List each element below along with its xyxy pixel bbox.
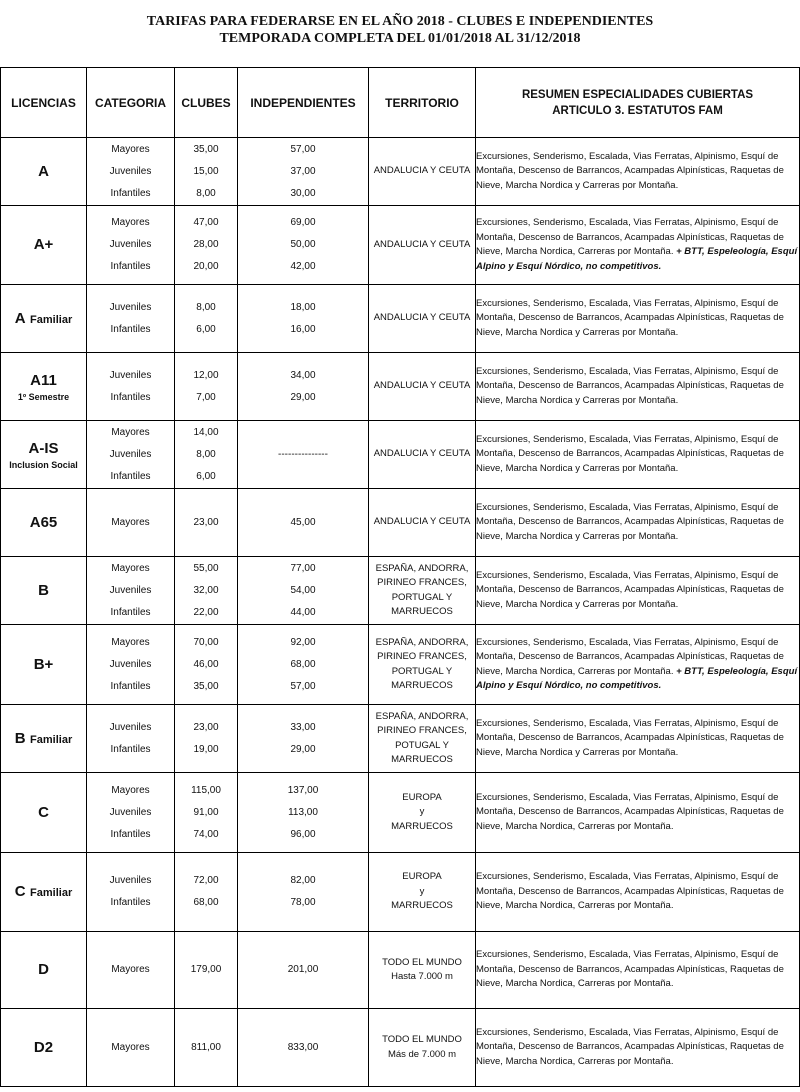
- territory-line: MARRUECOS: [391, 680, 453, 691]
- territory-line: y: [419, 885, 425, 897]
- license-code: A11: [30, 371, 57, 389]
- clubes-cell: [175, 285, 238, 353]
- specialties-extra: + BTT, Espeleología, Esquí Alpino y Esquí Nórdico, no competitivos.: [476, 665, 798, 691]
- clubes-value: 6,00: [196, 323, 216, 335]
- table-row: [1, 285, 800, 353]
- category-cell: [87, 853, 175, 932]
- specialties-text: Excursiones, Senderismo, Escalada, Vias Ferratas, Alpinismo, Esquí de Montaña, Descenso de Barrancos, Acampadas Alpinísticas, Raquetas de Nieve, Marcha Nordica y Carreras por Montaña.: [476, 365, 784, 406]
- specialties-cell: [476, 285, 800, 353]
- clubes-cell: [175, 773, 238, 853]
- table-row: [1, 853, 800, 932]
- page-subtitle: TEMPORADA COMPLETA DEL 01/01/2018 AL 31/12/2018: [219, 31, 581, 46]
- clubes-value: 811,00: [191, 1041, 221, 1053]
- category-value: Infantiles: [110, 606, 151, 618]
- territory-line: Más de 7.000 m: [387, 1048, 457, 1060]
- territory-line: MARRUECOS: [391, 900, 453, 912]
- territory-cell: [369, 557, 476, 625]
- clubes-cell: [175, 853, 238, 932]
- clubes-value: 47,00: [193, 217, 219, 228]
- specialties-cell: [476, 138, 800, 206]
- territory-line: ANDALUCIA Y CEUTA: [373, 165, 471, 177]
- header-row: [1, 68, 800, 138]
- specialties-cell: [476, 421, 800, 489]
- independientes-cell: [238, 705, 369, 773]
- specialties-text: Excursiones, Senderismo, Escalada, Vias Ferratas, Alpinismo, Esquí de Montaña, Descenso de Barrancos, Acampadas Alpinísticas, Raquetas de Nieve, Marcha Nordica y Carreras por Montaña.: [476, 297, 784, 338]
- clubes-value: 6,00: [196, 470, 216, 482]
- license-code: B: [14, 729, 26, 747]
- clubes-value: 14,00: [193, 426, 219, 438]
- category-value: Mayores: [111, 426, 150, 438]
- license-code: B+: [33, 655, 54, 673]
- territory-line: POTUGAL Y: [395, 739, 449, 751]
- table-row: [1, 206, 800, 285]
- territory-line: MARRUECOS: [391, 820, 453, 832]
- independientes-value: 42,00: [290, 261, 316, 272]
- independientes-value: 54,00: [290, 584, 316, 596]
- specialties-text: Excursiones, Senderismo, Escalada, Vias Ferratas, Alpinismo, Esquí de Montaña, Descenso de Barrancos, Acampadas Alpinísticas, Raquetas de Nieve, Marcha Nordica, Carreras por Montaña.: [476, 217, 784, 257]
- table-row: [1, 773, 800, 853]
- independientes-cell: [238, 285, 369, 353]
- clubes-value: 74,00: [193, 828, 219, 840]
- clubes-cell: [175, 206, 238, 285]
- independientes-value: 45,00: [290, 516, 316, 528]
- specialties-text: Excursiones, Senderismo, Escalada, Vias Ferratas, Alpinismo, Esquí de Montaña, Descenso de Barrancos, Acampadas Alpinísticas, Raquetas de Nieve, Marcha Nordica y Carreras por Montaña.: [476, 150, 784, 191]
- territory-line: MARRUECOS: [391, 754, 453, 765]
- category-cell: [87, 773, 175, 853]
- clubes-value: 35,00: [193, 143, 219, 155]
- category-cell: [87, 138, 175, 206]
- license-code: D: [38, 961, 49, 978]
- independientes-cell: [238, 206, 369, 285]
- license-cell: [1, 773, 87, 853]
- category-cell: [87, 557, 175, 625]
- independientes-value: 201,00: [287, 964, 319, 975]
- specialties-text: Excursiones, Senderismo, Escalada, Vias Ferratas, Alpinismo, Esquí de Montaña, Descenso de Barrancos, Acampadas Alpinísticas, Raquetas de Nieve, Marcha Nordica y Carreras por Montaña.: [476, 717, 784, 758]
- clubes-value: 35,00: [193, 680, 219, 692]
- independientes-value: 16,00: [290, 323, 316, 335]
- category-value: Mayores: [111, 1041, 150, 1053]
- independientes-value: 137,00: [287, 784, 319, 796]
- specialties-text: Excursiones, Senderismo, Escalada, Vias Ferratas, Alpinismo, Esquí de Montaña, Descenso de Barrancos, Acampadas Alpinísticas, Raquetas de Nieve, Marcha Nordica, Carreras por Montaña.: [476, 949, 784, 990]
- independientes-value: 77,00: [290, 562, 316, 574]
- territory-line: ESPAÑA, ANDORRA,: [375, 562, 469, 574]
- license-code: A+: [33, 236, 54, 253]
- clubes-value: 55,00: [193, 562, 219, 574]
- clubes-value: 91,00: [193, 806, 219, 818]
- category-value: Juveniles: [109, 369, 152, 381]
- independientes-value: 69,00: [290, 217, 316, 228]
- category-cell: [87, 625, 175, 705]
- territory-line: PIRINEO FRANCES,: [377, 651, 467, 662]
- category-value: Juveniles: [109, 584, 152, 596]
- category-value: Juveniles: [109, 165, 152, 177]
- independientes-cell: [238, 1009, 369, 1087]
- specialties-cell: [476, 932, 800, 1009]
- table-row: [1, 705, 800, 773]
- license-cell: [1, 1009, 87, 1087]
- independientes-cell: [238, 557, 369, 625]
- table-row: [1, 421, 800, 489]
- header-resumen-line2: ARTICULO 3. ESTATUTOS FAM: [552, 104, 723, 117]
- table-row: [1, 138, 800, 206]
- independientes-value: 57,00: [290, 143, 316, 155]
- independientes-value: 34,00: [290, 369, 316, 381]
- table-row: [1, 353, 800, 421]
- clubes-value: 22,00: [193, 606, 219, 618]
- territory-cell: [369, 489, 476, 557]
- territory-line: PIRINEO FRANCES,: [377, 725, 467, 736]
- territory-line: ANDALUCIA Y CEUTA: [373, 516, 471, 528]
- territory-line: y: [419, 806, 425, 818]
- clubes-value: 8,00: [196, 187, 216, 199]
- specialties-cell: [476, 1009, 800, 1087]
- header-licencias: LICENCIAS: [1, 68, 87, 138]
- territory-line: PORTUGAL Y: [391, 591, 453, 603]
- license-code: C: [38, 803, 49, 821]
- license-suffix: Familiar: [30, 313, 73, 326]
- license-subtitle: 1º Semestre: [17, 391, 70, 402]
- clubes-value: 15,00: [193, 165, 219, 177]
- license-suffix: Familiar: [30, 733, 73, 746]
- territory-line: TODO EL MUNDO: [382, 956, 462, 968]
- clubes-value: 46,00: [193, 658, 219, 670]
- independientes-value: 33,00: [290, 721, 316, 733]
- clubes-value: 23,00: [193, 516, 219, 528]
- category-value: Juveniles: [109, 448, 152, 460]
- independientes-cell: [238, 353, 369, 421]
- territory-cell: [369, 853, 476, 932]
- independientes-cell: [238, 138, 369, 206]
- license-cell: [1, 489, 87, 557]
- license-code: A-IS: [28, 439, 59, 457]
- territory-line: ANDALUCIA Y CEUTA: [373, 238, 471, 250]
- specialties-extra: + BTT, Espeleología, Esquí Alpino y Esquí Nórdico, no competitivos.: [476, 246, 798, 272]
- independientes-value: 82,00: [290, 875, 316, 886]
- category-value: Infantiles: [110, 261, 151, 272]
- clubes-cell: [175, 138, 238, 206]
- territory-line: EUROPA: [402, 791, 442, 803]
- license-code: A65: [29, 513, 58, 531]
- category-value: Juveniles: [109, 875, 152, 886]
- category-value: Mayores: [111, 217, 150, 228]
- category-value: Juveniles: [109, 806, 152, 818]
- category-value: Infantiles: [110, 743, 151, 755]
- license-code: C: [14, 883, 26, 900]
- license-cell: [1, 421, 87, 489]
- license-cell: [1, 932, 87, 1009]
- specialties-text: Excursiones, Senderismo, Escalada, Vias Ferratas, Alpinismo, Esquí de Montaña, Descenso de Barrancos, Acampadas Alpinísticas, Raquetas de Nieve, Marcha Nordica, Carreras por Montaña.: [476, 1026, 784, 1067]
- clubes-value: 32,00: [193, 584, 219, 596]
- territory-line: ANDALUCIA Y CEUTA: [373, 312, 471, 324]
- table-row: [1, 557, 800, 625]
- territory-cell: [369, 773, 476, 853]
- independientes-value: 50,00: [290, 239, 316, 250]
- independientes-cell: [238, 853, 369, 932]
- clubes-value: 72,00: [193, 875, 219, 886]
- license-cell: [1, 206, 87, 285]
- license-suffix: Familiar: [30, 887, 73, 899]
- territory-line: ANDALUCIA Y CEUTA: [373, 380, 471, 392]
- territory-cell: [369, 285, 476, 353]
- header-categoria: CATEGORIA: [87, 68, 175, 138]
- independientes-value: 37,00: [290, 165, 316, 177]
- category-cell: [87, 421, 175, 489]
- category-value: Mayores: [111, 562, 150, 574]
- table-row: [1, 489, 800, 557]
- clubes-value: 19,00: [193, 743, 219, 755]
- header-territorio: TERRITORIO: [369, 68, 476, 138]
- clubes-value: 23,00: [193, 721, 219, 733]
- clubes-cell: [175, 557, 238, 625]
- territory-line: MARRUECOS: [391, 606, 453, 617]
- page-title: TARIFAS PARA FEDERARSE EN EL AÑO 2018 - CLUBES E INDEPENDIENTES: [146, 14, 654, 29]
- clubes-value: 8,00: [196, 448, 216, 460]
- category-value: Juveniles: [109, 658, 152, 670]
- independientes-value: 57,00: [290, 680, 316, 692]
- category-cell: [87, 705, 175, 773]
- table-row: [1, 932, 800, 1009]
- clubes-value: 8,00: [196, 301, 216, 313]
- header-resumen: [476, 68, 800, 138]
- specialties-cell: [476, 773, 800, 853]
- category-cell: [87, 932, 175, 1009]
- independientes-cell: [238, 932, 369, 1009]
- table-row: [1, 625, 800, 705]
- specialties-cell: [476, 853, 800, 932]
- category-cell: [87, 1009, 175, 1087]
- specialties-text: Excursiones, Senderismo, Escalada, Vias Ferratas, Alpinismo, Esquí de Montaña, Descenso de Barrancos, Acampadas Alpinísticas, Raquetas de Nieve, Marcha Nordica, Carreras por Montaña.: [476, 871, 784, 912]
- category-cell: [87, 489, 175, 557]
- license-cell: [1, 353, 87, 421]
- territory-cell: [369, 206, 476, 285]
- category-value: Juveniles: [109, 721, 152, 733]
- category-cell: [87, 353, 175, 421]
- header-resumen-line1: RESUMEN ESPECIALIDADES CUBIERTAS: [521, 88, 754, 101]
- territory-line: ANDALUCIA Y CEUTA: [373, 448, 471, 460]
- independientes-cell: [238, 421, 369, 489]
- specialties-text: Excursiones, Senderismo, Escalada, Vias Ferratas, Alpinismo, Esquí de Montaña, Descenso de Barrancos, Acampadas Alpinísticas, Raquetas de Nieve, Marcha Nordica y Carreras por Montaña.: [476, 569, 784, 610]
- clubes-value: 7,00: [196, 391, 216, 403]
- category-value: Infantiles: [110, 323, 151, 335]
- license-subtitle: Inclusion Social: [9, 459, 78, 470]
- clubes-cell: [175, 932, 238, 1009]
- license-cell: [1, 705, 87, 773]
- specialties-cell: [476, 705, 800, 773]
- territory-cell: [369, 138, 476, 206]
- territory-line: TODO EL MUNDO: [382, 1034, 462, 1045]
- specialties-text: Excursiones, Senderismo, Escalada, Vias Ferratas, Alpinismo, Esquí de Montaña, Descenso de Barrancos, Acampadas Alpinísticas, Raquetas de Nieve, Marcha Nordica, Carreras por Montaña.: [476, 636, 784, 677]
- category-value: Juveniles: [109, 301, 152, 313]
- category-value: Infantiles: [110, 897, 151, 908]
- header-clubes: CLUBES: [175, 68, 238, 138]
- clubes-cell: [175, 705, 238, 773]
- territory-cell: [369, 1009, 476, 1087]
- independientes-cell: [238, 625, 369, 705]
- license-cell: [1, 138, 87, 206]
- license-code: A: [38, 162, 49, 180]
- category-value: Infantiles: [110, 680, 151, 692]
- independientes-value: 18,00: [290, 301, 316, 313]
- category-value: Mayores: [111, 964, 150, 975]
- specialties-cell: [476, 557, 800, 625]
- category-value: Infantiles: [110, 470, 151, 482]
- territory-cell: [369, 421, 476, 489]
- category-cell: [87, 285, 175, 353]
- clubes-value: 68,00: [193, 897, 219, 908]
- territory-cell: [369, 705, 476, 773]
- category-value: Juveniles: [109, 239, 152, 250]
- independientes-cell: [238, 773, 369, 853]
- header-independientes: INDEPENDIENTES: [238, 68, 369, 138]
- category-value: Mayores: [111, 784, 150, 796]
- independientes-value: 92,00: [290, 636, 316, 648]
- clubes-cell: [175, 625, 238, 705]
- independientes-value: 113,00: [288, 806, 318, 818]
- independientes-value: 78,00: [290, 897, 316, 908]
- specialties-text: Excursiones, Senderismo, Escalada, Vias Ferratas, Alpinismo, Esquí de Montaña, Descenso de Barrancos, Acampadas Alpinísticas, Raquetas de Nieve, Marcha Nordica y Carreras por Montaña.: [476, 433, 784, 474]
- territory-line: EUROPA: [402, 871, 442, 883]
- category-value: Infantiles: [110, 187, 151, 199]
- territory-cell: [369, 932, 476, 1009]
- territory-line: PIRINEO FRANCES,: [377, 577, 467, 588]
- independientes-value: 29,00: [290, 743, 316, 755]
- territory-line: ESPAÑA, ANDORRA,: [375, 710, 469, 722]
- table-row: [1, 1009, 800, 1087]
- territory-line: Hasta 7.000 m: [391, 971, 453, 982]
- specialties-text: Excursiones, Senderismo, Escalada, Vias Ferratas, Alpinismo, Esquí de Montaña, Descenso de Barrancos, Acampadas Alpinísticas, Raquetas de Nieve, Marcha Nordica, Carreras por Montaña.: [476, 791, 784, 832]
- territory-cell: [369, 353, 476, 421]
- clubes-cell: [175, 1009, 238, 1087]
- clubes-value: 70,00: [193, 636, 219, 648]
- license-code: A: [14, 309, 26, 327]
- license-cell: [1, 557, 87, 625]
- category-value: Infantiles: [110, 391, 151, 403]
- license-cell: [1, 285, 87, 353]
- independientes-value: 833,00: [287, 1041, 319, 1053]
- rates-table: [0, 67, 800, 1087]
- license-cell: [1, 853, 87, 932]
- clubes-value: 12,00: [193, 369, 219, 381]
- clubes-value: 179,00: [190, 964, 222, 975]
- independientes-value: 96,00: [290, 828, 316, 840]
- territory-line: ESPAÑA, ANDORRA,: [375, 636, 469, 648]
- clubes-value: 20,00: [193, 261, 219, 272]
- license-code: D2: [33, 1038, 54, 1056]
- category-value: Mayores: [111, 516, 150, 528]
- independientes-value: ---------------: [278, 448, 328, 460]
- clubes-value: 115,00: [191, 784, 221, 796]
- clubes-cell: [175, 489, 238, 557]
- specialties-cell: [476, 353, 800, 421]
- specialties-text: Excursiones, Senderismo, Escalada, Vias Ferratas, Alpinismo, Esquí de Montaña, Descenso de Barrancos, Acampadas Alpinísticas, Raquetas de Nieve, Marcha Nordica y Carreras por Montaña.: [476, 501, 784, 542]
- category-cell: [87, 206, 175, 285]
- category-value: Mayores: [111, 143, 150, 155]
- independientes-cell: [238, 489, 369, 557]
- clubes-cell: [175, 353, 238, 421]
- independientes-value: 44,00: [290, 606, 316, 618]
- specialties-cell: [476, 489, 800, 557]
- clubes-value: 28,00: [193, 239, 219, 250]
- specialties-cell: [476, 206, 800, 285]
- category-value: Infantiles: [110, 828, 151, 840]
- specialties-cell: [476, 625, 800, 705]
- territory-cell: [369, 625, 476, 705]
- independientes-value: 29,00: [290, 391, 316, 403]
- territory-line: PORTUGAL Y: [391, 665, 453, 677]
- independientes-value: 68,00: [290, 658, 316, 670]
- category-value: Mayores: [111, 636, 150, 648]
- license-cell: [1, 625, 87, 705]
- license-code: B: [38, 581, 49, 599]
- clubes-cell: [175, 421, 238, 489]
- independientes-value: 30,00: [290, 187, 316, 199]
